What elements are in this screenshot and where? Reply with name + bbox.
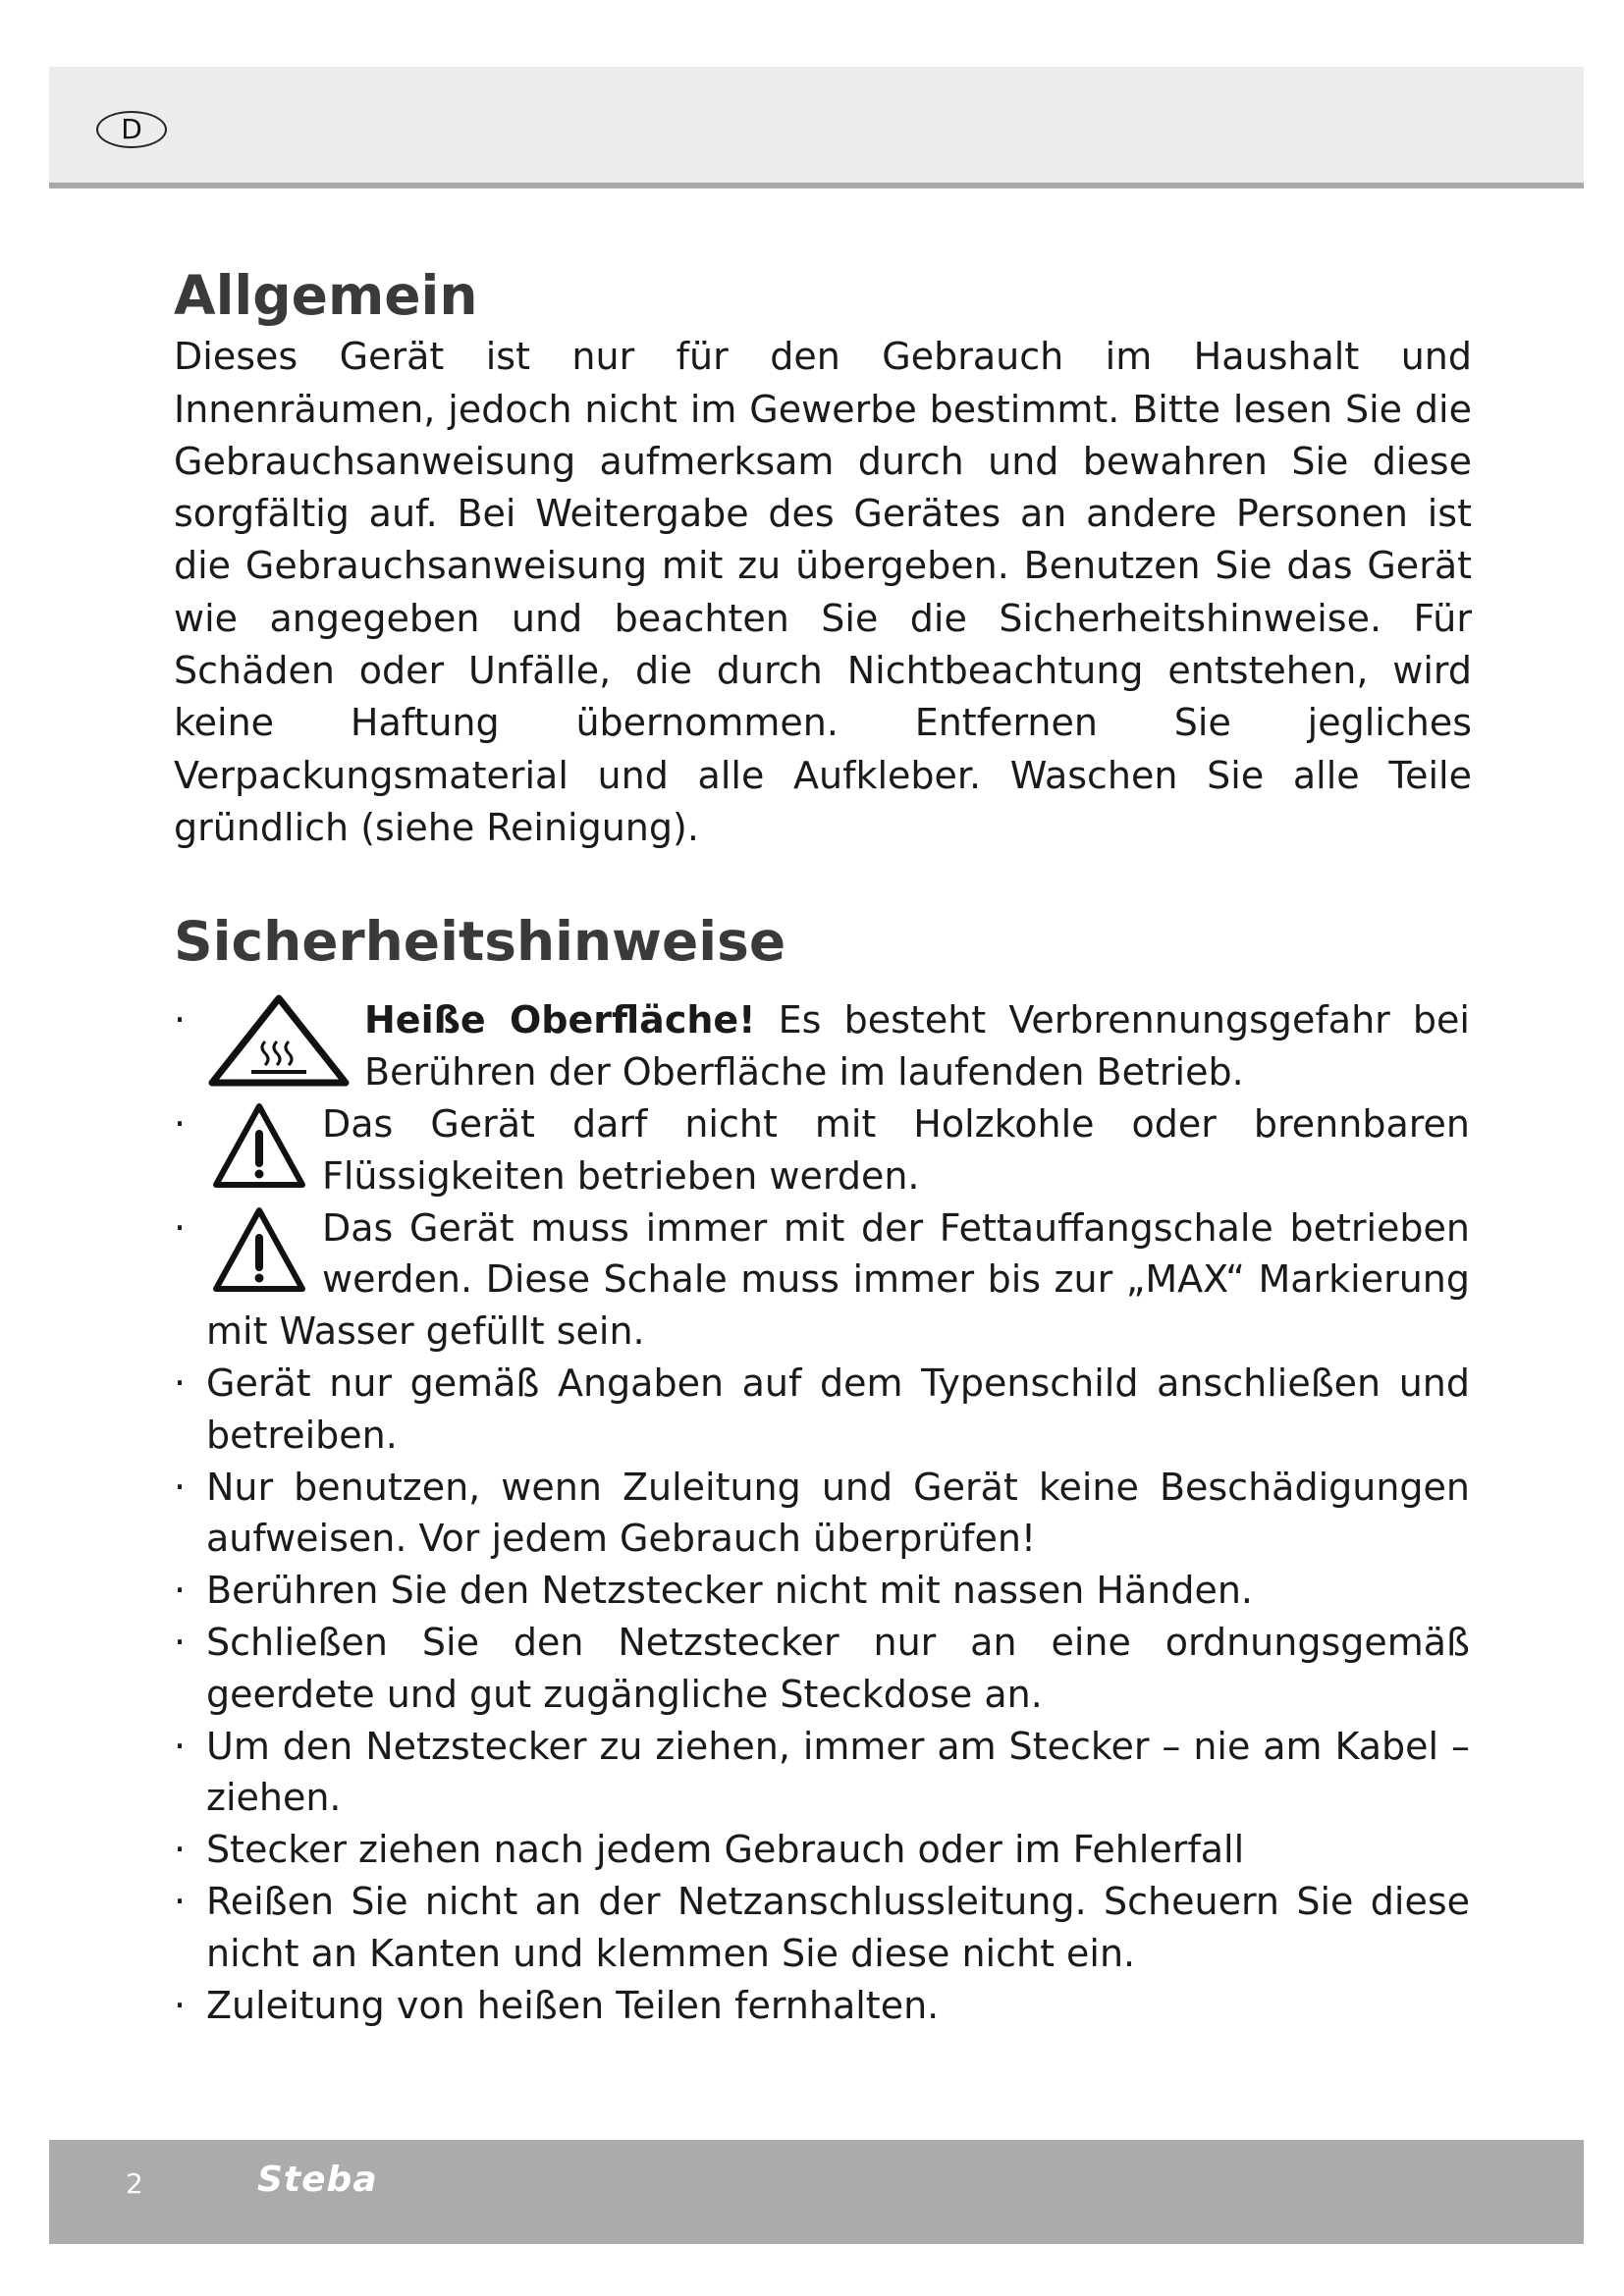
item-text: Nur benutzen, wenn Zuleitung und Gerät keine Beschädigungen aufweisen. Vor jedem Gebrauch überprüfen! — [206, 1465, 1470, 1561]
bullet: · — [174, 1880, 187, 1924]
item-text: Gerät nur gemäß Angaben auf dem Typenschild anschließen und betreiben. — [206, 1362, 1470, 1457]
list-item — [174, 1824, 1470, 1876]
section-title-general: Allgemein — [174, 264, 478, 327]
section-title-safety: Sicherheitshinweise — [174, 910, 786, 974]
list-item — [174, 1358, 1470, 1462]
page-content — [174, 265, 1470, 2031]
bullet: · — [174, 1362, 187, 1406]
item-text: Das Gerät muss immer mit der Fettauffangschale betrieben werden. Diese Schale muss immer bis zur „MAX“ Markierung mit Wasser gefüllt sein. — [206, 1205, 1470, 1354]
bullet: · — [174, 1983, 187, 2027]
bullet: · — [174, 1621, 187, 1665]
bullet: · — [174, 1102, 187, 1147]
safety-list — [174, 994, 1470, 2031]
brand-wordmark: Steba — [257, 2160, 378, 2200]
brand-logo — [257, 2160, 414, 2209]
bullet: · — [174, 1828, 187, 1872]
item-text: Um den Netzstecker zu ziehen, immer am Stecker – nie am Kabel – ziehen. — [206, 1724, 1470, 1820]
bullet: · — [174, 1465, 187, 1509]
list-item — [174, 1462, 1470, 1566]
item-text: Reißen Sie nicht an der Netzanschlussleitung. Scheuern Sie diese nicht an Kanten und klemmen Sie diese nicht ein. — [206, 1880, 1470, 1975]
list-item — [174, 1876, 1470, 1980]
item-text: Zuleitung von heißen Teilen fernhalten. — [206, 1983, 940, 2027]
bullet: · — [174, 1569, 187, 1613]
list-item — [174, 994, 1470, 1098]
general-paragraph: Dieses Gerät ist nur für den Gebrauch im Haushalt und Innenräumen, jedoch nicht im Gewerbe bestimmt. Bitte lesen Sie die Gebrauchsanweisung aufmerksam durch und bewahren Sie diese sorgfältig auf. Bei Weitergabe des Gerätes an andere Personen ist die Gebrauchsanweisung mit zu übergeben. Benutzen Sie das Gerät wie angegeben und beachten Sie die Sicherheitshinweise. Für Schäden oder Unfälle, die durch Nichtbeachtung entstehen, wird keine Haftung übernommen. Entfernen Sie jegliches Verpackungsmaterial und alle Aufkleber. Waschen Sie alle Teile gründlich (siehe Reinigung). — [174, 335, 1472, 849]
item-text: Berühren Sie den Netzstecker nicht mit nassen Händen. — [206, 1569, 1253, 1613]
item-text: Das Gerät darf nicht mit Holzkohle oder brennbaren Flüssigkeiten betrieben werden. — [322, 1102, 1470, 1198]
item-text: Es besteht Verbrennungsgefahr bei Berühren der Oberfläche im laufenden Betrieb. — [364, 998, 1470, 1095]
list-item — [174, 1617, 1470, 1721]
list-item — [174, 1980, 1470, 2032]
bullet: · — [174, 1724, 187, 1768]
warning-heading: Heiße Oberfläche! — [364, 998, 756, 1042]
list-item — [174, 1565, 1470, 1617]
hot-surface-warning-icon — [208, 994, 351, 1089]
language-badge: D — [96, 111, 167, 148]
bullet: · — [174, 998, 187, 1042]
list-item — [174, 1721, 1470, 1825]
page-number: 2 — [126, 2167, 143, 2200]
header-band — [49, 67, 1584, 188]
item-text: Stecker ziehen nach jedem Gebrauch oder im Fehlerfall — [206, 1828, 1245, 1872]
exclamation-warning-icon — [210, 1202, 308, 1297]
item-text: Schließen Sie den Netzstecker nur an eine ordnungsgemäß geerdete und gut zugängliche Steckdose an. — [206, 1621, 1470, 1716]
exclamation-warning-icon — [210, 1098, 308, 1193]
bullet: · — [174, 1205, 187, 1250]
list-item — [174, 1202, 1470, 1358]
list-item — [174, 1098, 1470, 1202]
